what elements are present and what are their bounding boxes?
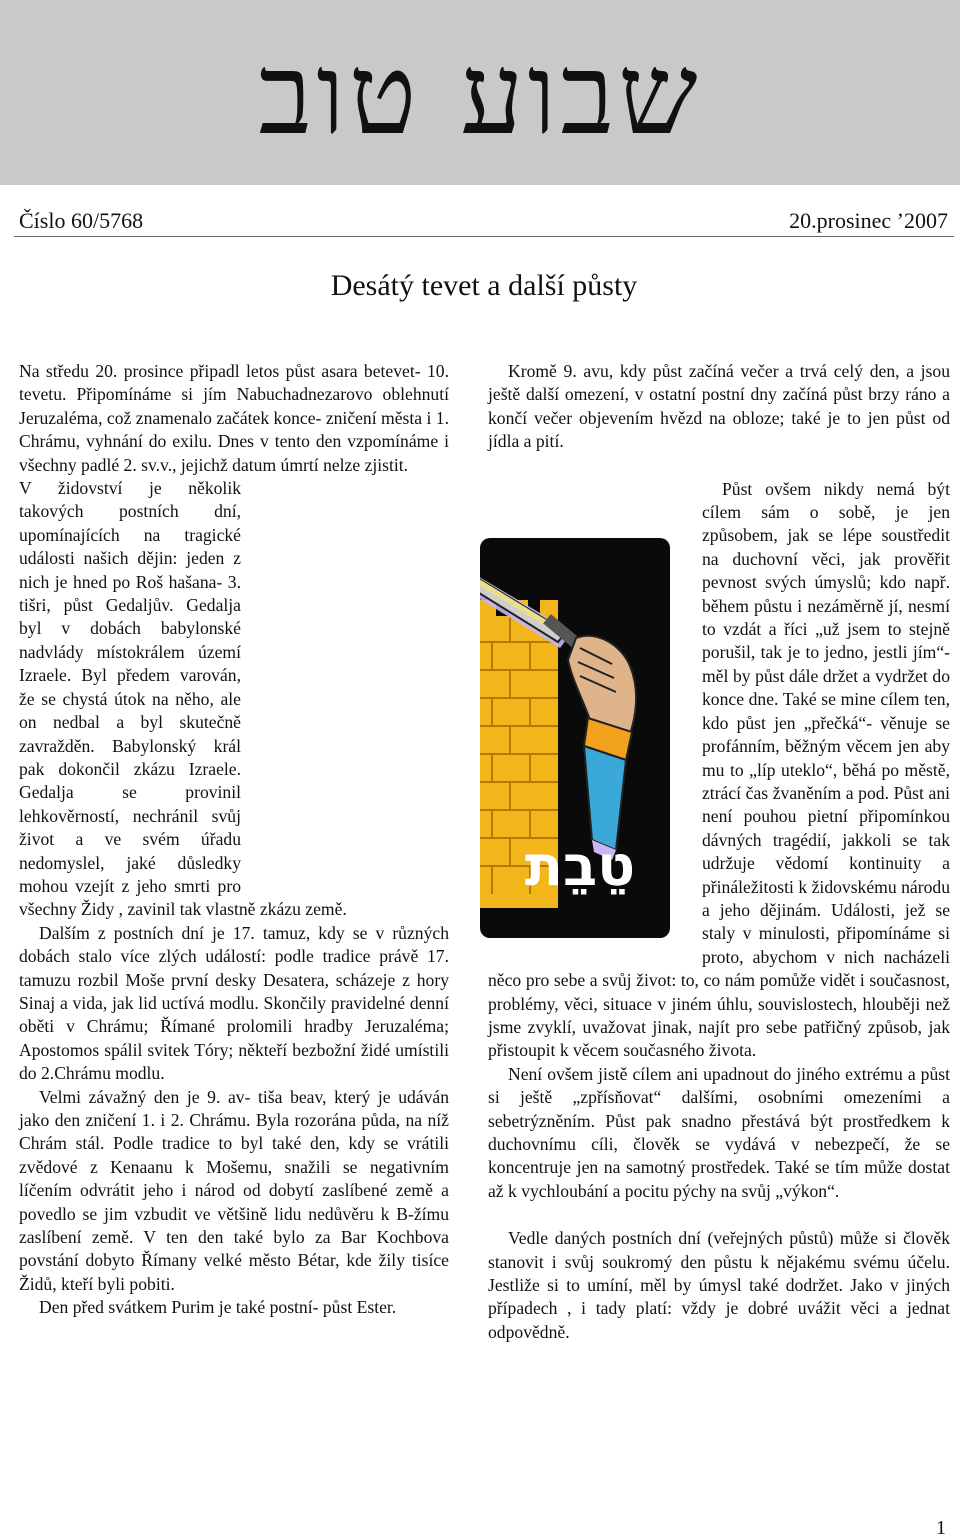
issue-info (19, 207, 948, 235)
sword-fist-wall-icon (480, 520, 680, 948)
paragraph: Půst ovšem nikdy nemá být cílem sám o sobě, je jen způsobem, jak se lépe soustředit na duchovní věci, jak prověřit pevnost svých úmyslů; kdo např. během půstu i nezáměrně jí, nesmí to vzdát a říci „už jsem to stejně porušil, tak je to jedno, jestli jím“- měl by půst dále držet a vydržet do konce dne. Také se mine cílem ten, kdo půst jen „přečká“- věnuje se profánním, běžným věcem jen aby mu to „líp uteklo“, běhá po městě, ztrácí čas žvaněním a pod. Půst ani není pouhou pietní připomínkou dávných tragédií, jakkoli se tak udržuje vědomí kontinuity a přináležitosti k židovskému národu a jeho dějinám. Události, jež se staly v minulosti, připomínáme si proto, abychom v nich nacházeli něco pro sebe a svůj život: to, co nám pomůže vidět i současnost, problémy, věci, situace v jiném úhlu, souvislostech, hlouběji než jsme zvyklí, uvažovat jinak, najít pro sebe patřičný způsob, jak přistoupit k věcem současného života. (488, 478, 950, 1061)
paragraph: Na středu 20. prosince připadl letos půst asara betevet- 10. tevetu. Připomínáme si jím Nabuchadnezarovo oblehnutí Jeruzaléma, což znamenalo začátek konce- zničení města i 1. Chrámu, vyhnání do exilu. Dnes v tento den vzpomínáme i všechny padlé 2. sv.v., jejichž datum úmrtí nelze zjistit. (19, 361, 449, 475)
left-column (19, 360, 449, 1320)
paragraph: Dalším z postních dní je 17. tamuz, kdy se v různých dobách stalo více zlých událostí: podle tradice právě 17. tamuzu rozbil Moše první desky Desatera, scházeje z hory Sinaj a vida, jak lid uctívá modlu. Skončily pravidelné denní oběti v Chrámu; Římané prolomili hradby Jeruzaléma; Apostomos spálil svitek Tóry; někteří bezbožní židé umístili do 2.Chrámu modlu. (19, 922, 449, 1084)
illustration-spacer (251, 477, 449, 887)
paragraph: Den před svátkem Purim je také postní- půst Ester. (39, 1297, 397, 1318)
paragraph: Velmi závažný den je 9. av- tiša beav, který je udáván jako den zničení 1. i 2. Chrámu. Byla rozorána půda, na níž Chrám stál. Podle tradice to byl také den, kdy se vrátili zvědové z Kenaanu k Mošemu, snažili se negativním líčením odvrátit jeho i národ od dobytí zaslíbené země a povedlo se jim vzbudit ve většině lidu nedůvěru k B-žímu zaslíbení země. V ten den také bylo za Bar Kochbova povstání dobyto Římany velké město Bétar, kde žily tisíce Židů, kteří byli pobiti. (19, 1086, 449, 1294)
paragraph: Kromě 9. avu, kdy půst začíná večer a trvá celý den, a jsou ještě další omezení, v ostatní postní dny začíná půst brzy ráno a končí večer objevením hvězd na obloze; také je to jen půst od jídla a pití. (488, 361, 950, 452)
paragraph: Vedle daných postních dní (veřejných půstů) může si člověk stanovit i svůj soukromý den půstu k nějakému svému účelu. Jestliže si to umíní, měl by úmysl také dodržet. Jako v jiných případech , i tady platí: vždy je dobré uvážit věci a jednat odpovědně. (488, 1228, 950, 1342)
illustration-caption: טֵבֵת (524, 834, 636, 899)
article-title: Desátý tevet a další půsty (330, 269, 638, 302)
page-number: 1 (936, 1517, 946, 1539)
paragraph: V židovství je několik takových postních dní, upomínajících na tragické události našich dějin: jeden z nich je hned po Roš hašana- 3. tišri, půst Gedaljův. Gedalja byl v dobách babylonské nadvlády místokrálem území Izraele. Byl předem varován, že se chystá útok na něho, ale on nedbal a byl skutečně zavražděn. Babylonský král pak dokončil zkázu Izraele. Gedalja se provinil lehkověrností, nechránil svůj život a ve svém úřadu nedomyslel, jaké důsledky mohou vzejít z jeho smrti pro všechny Židy , zavinil tak vlastně zkázu země. (19, 478, 347, 920)
issue-date: 20.prosinec ’2007 (789, 208, 948, 233)
paragraph: Není ovšem jistě cílem ani upadnout do jiného extrému a půst si ještě „zpřísňovat“ dalšími, osobními omezeními a sebetrýzněním. Půst pak snadno přestává být prostředkem k duchovnímu cíli, člověk se vydává v nebezpečí, že se koncentruje jen na samotný prostředek. Také se tím může dostat až k vychloubání a pocitu pýchy na svůj „výkon“. (488, 1063, 950, 1201)
masthead-banner (0, 0, 960, 185)
issue-number: Číslo 60/5768 (19, 208, 144, 233)
divider (14, 236, 954, 237)
masthead-title: שבוע טוב (258, 30, 702, 160)
